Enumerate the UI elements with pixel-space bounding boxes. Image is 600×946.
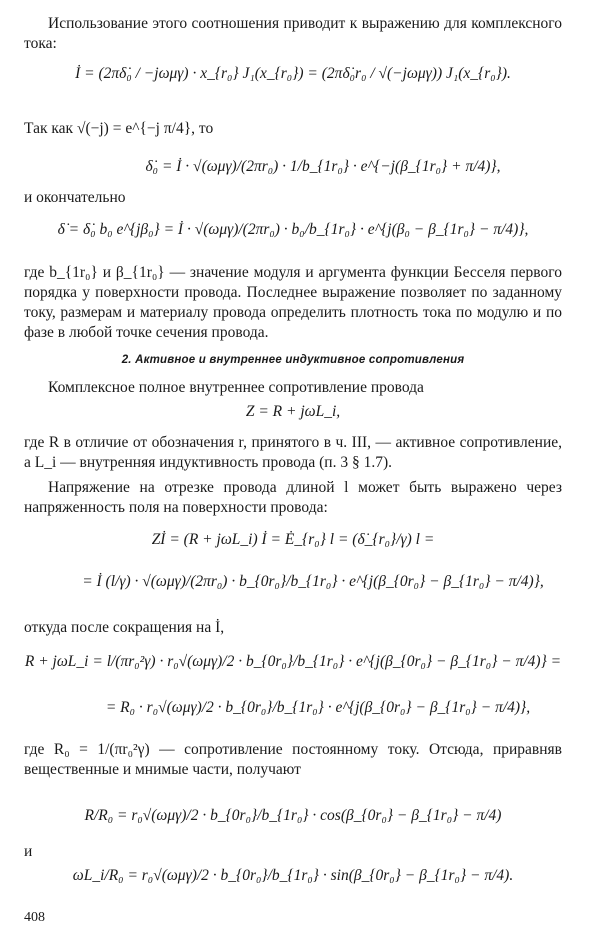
paragraph-7: Напряжение на отрезке провода длиной l может быть выражено через напряженность поля на поверхности провода: xyxy=(24,479,562,516)
equation-4: Z = R + jωL_i, xyxy=(245,403,341,420)
equation-8: = R₀ · r₀√(ωμγ)/2 · b_{0r₀}/b_{1r₀} · e^{j(β_{0r₀} − β_{1r₀} − π/4)}, xyxy=(105,699,531,716)
paragraph-9: где R₀ = 1/(πr₀²γ) — сопротивление постоянному току. Отсюда, приравняв вещественные и мнимые части, получают xyxy=(24,741,562,778)
equation-5: Zİ = (R + jωL_i) İ = Ė_{r₀} l = (δ̇_{r₀}/γ) l = xyxy=(151,531,435,548)
paragraph-2: Так как √(−j) = e^{−j π/4}, то xyxy=(24,120,214,137)
equation-7: R + jωL_i = l/(πr₀²γ) · r₀√(ωμγ)/2 · b_{0r₀}/b_{1r₀} · e^{j(β_{0r₀} − β_{1r₀} − π/4)} = xyxy=(24,653,562,670)
section-heading: 2. Активное и внутреннее индуктивное сопротивления xyxy=(121,354,465,366)
page-number: 408 xyxy=(24,910,45,925)
equation-3: δ̇ = δ̇₀ b₀ e^{jβ₀} = İ · √(ωμγ)/(2πr₀) · b₀/b_{1r₀} · e^{j(β₀ − β_{1r₀} − π/4)}, xyxy=(57,221,529,238)
equation-6: = İ (l/γ) · √(ωμγ)/(2πr₀) · b_{0r₀}/b_{1r₀} · e^{j(β_{0r₀} − β_{1r₀} − π/4)}, xyxy=(82,573,544,590)
paragraph-5: Комплексное полное внутреннее сопротивление провода xyxy=(48,379,424,396)
equation-2: δ̇₀ = İ · √(ωμγ)/(2πr₀) · 1/b_{1r₀} · e^{−j(β_{1r₀} + π/4)}, xyxy=(145,158,501,175)
paragraph-8: откуда после сокращения на İ, xyxy=(24,619,225,636)
paragraph-6: где R в отличие от обозначения r, принятого в ч. III, — активное сопротивление, а L_i — внутренняя индуктивность провода (п. 3 § 1.7). xyxy=(24,434,562,471)
paragraph-1: Использование этого соотношения приводит к выражению для комплексного тока: xyxy=(24,15,562,52)
equation-1: İ = (2πδ̇₀ / −jωμγ) · x_{r₀} J₁(x_{r₀}) = (2πδ̇₀r₀ / √(−jωμγ)) J₁(x_{r₀}). xyxy=(75,65,511,82)
equation-10: ωL_i/R₀ = r₀√(ωμγ)/2 · b_{0r₀}/b_{1r₀} · sin(β_{0r₀} − β_{1r₀} − π/4). xyxy=(72,867,514,884)
paragraph-4: где b_{1r₀} и β_{1r₀} — значение модуля и аргумента функции Бесселя первого порядка у поверхности провода. Последнее выражение позволяет по заданному току, размерам и материалу провода определить плотность тока по модулю и по фазе в любой точке сечения провода. xyxy=(24,264,562,341)
equation-9: R/R₀ = r₀√(ωμγ)/2 · b_{0r₀}/b_{1r₀} · cos(β_{0r₀} − β_{1r₀} − π/4) xyxy=(84,807,502,824)
paragraph-10: и xyxy=(24,843,33,860)
paragraph-3: и окончательно xyxy=(24,189,126,206)
